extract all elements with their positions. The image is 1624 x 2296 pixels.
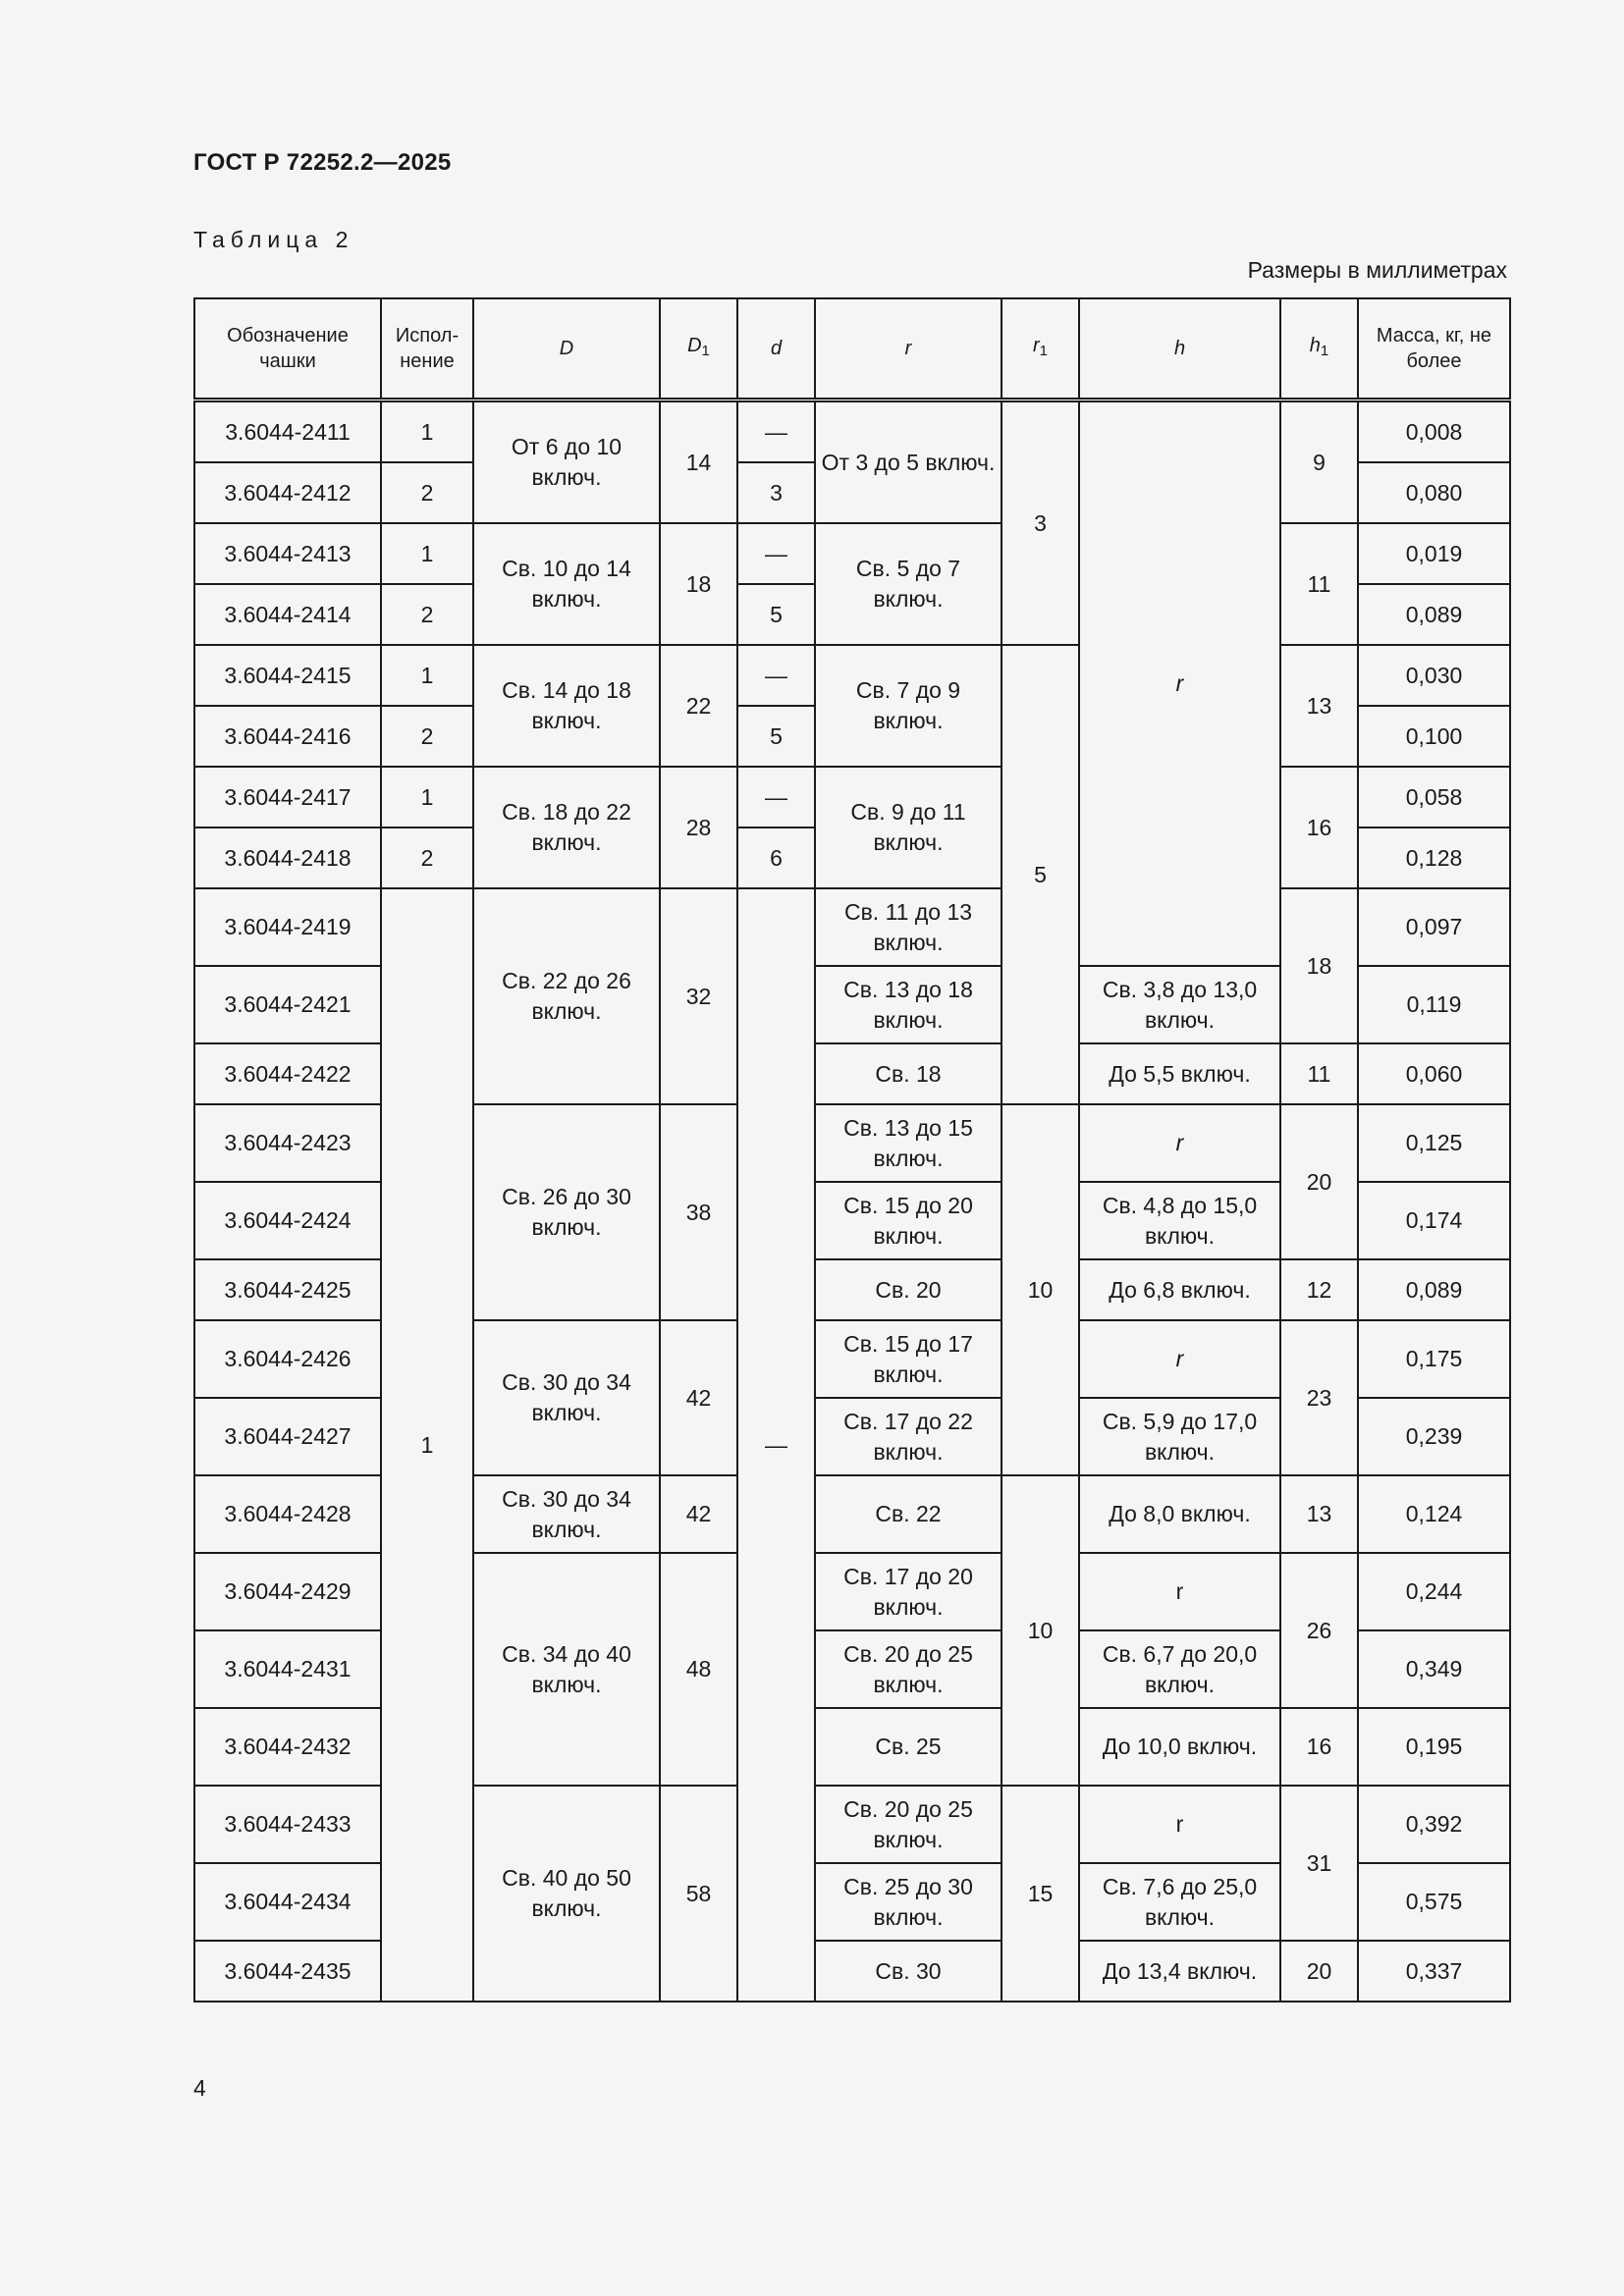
header-D1 xyxy=(660,298,737,400)
h-cell: r xyxy=(1079,400,1280,967)
h1-cell: 12 xyxy=(1280,1259,1358,1320)
mass-cell: 0,124 xyxy=(1358,1475,1510,1553)
h1-cell: 23 xyxy=(1280,1320,1358,1475)
designation-cell: 3.6044-2425 xyxy=(194,1259,381,1320)
mass-cell: 0,174 xyxy=(1358,1182,1510,1259)
r-cell: Св. 7 до 9 включ. xyxy=(815,645,1001,767)
mass-cell: 0,175 xyxy=(1358,1320,1510,1398)
r-cell: Св. 25 xyxy=(815,1708,1001,1786)
document-header: ГОСТ Р 72252.2—2025 xyxy=(193,149,452,176)
designation-cell: 3.6044-2427 xyxy=(194,1398,381,1475)
D-cell: Св. 18 до 22 включ. xyxy=(473,767,660,888)
h-cell: r xyxy=(1079,1786,1280,1863)
designation-cell: 3.6044-2417 xyxy=(194,767,381,828)
h-cell: Св. 6,7 до 20,0 включ. xyxy=(1079,1630,1280,1708)
header-h1-subscript: 1 xyxy=(1320,343,1329,359)
designation-cell: 3.6044-2421 xyxy=(194,966,381,1043)
mass-cell: 0,008 xyxy=(1358,400,1510,463)
h1-cell: 16 xyxy=(1280,767,1358,888)
header-designation: Обозначение чашки xyxy=(194,298,381,400)
mass-cell: 0,575 xyxy=(1358,1863,1510,1941)
designation-cell: 3.6044-2412 xyxy=(194,462,381,523)
header-h1 xyxy=(1280,298,1358,400)
version-cell: 2 xyxy=(381,584,473,645)
r-cell: Св. 17 до 20 включ. xyxy=(815,1553,1001,1630)
D-cell: Св. 40 до 50 включ. xyxy=(473,1786,660,2002)
d-cell: — xyxy=(737,767,815,828)
table-row xyxy=(194,645,1510,706)
header-d: d xyxy=(737,298,815,400)
D-cell: Св. 14 до 18 включ. xyxy=(473,645,660,767)
mass-cell: 0,119 xyxy=(1358,966,1510,1043)
version-cell: 2 xyxy=(381,828,473,888)
D1-cell: 48 xyxy=(660,1553,737,1786)
h-cell: Св. 5,9 до 17,0 включ. xyxy=(1079,1398,1280,1475)
mass-cell: 0,019 xyxy=(1358,523,1510,584)
header-r1-symbol: r xyxy=(1032,335,1040,356)
r-cell: От 3 до 5 включ. xyxy=(815,400,1001,524)
h-cell: r xyxy=(1079,1104,1280,1182)
header-r1 xyxy=(1001,298,1079,400)
h-cell: r xyxy=(1079,1553,1280,1630)
d-cell: 6 xyxy=(737,828,815,888)
version-cell: 1 xyxy=(381,767,473,828)
r-cell: Св. 13 до 15 включ. xyxy=(815,1104,1001,1182)
designation-cell: 3.6044-2428 xyxy=(194,1475,381,1553)
mass-cell: 0,239 xyxy=(1358,1398,1510,1475)
h-cell: До 10,0 включ. xyxy=(1079,1708,1280,1786)
designation-cell: 3.6044-2416 xyxy=(194,706,381,767)
designation-cell: 3.6044-2432 xyxy=(194,1708,381,1786)
r-cell: Св. 18 xyxy=(815,1043,1001,1104)
designation-cell: 3.6044-2434 xyxy=(194,1863,381,1941)
header-r1-subscript: 1 xyxy=(1039,343,1048,359)
table-row xyxy=(194,767,1510,828)
r-cell: Св. 22 xyxy=(815,1475,1001,1553)
version-cell: 2 xyxy=(381,462,473,523)
mass-cell: 0,125 xyxy=(1358,1104,1510,1182)
D-cell: Св. 10 до 14 включ. xyxy=(473,523,660,645)
r-cell: Св. 17 до 22 включ. xyxy=(815,1398,1001,1475)
h1-cell: 11 xyxy=(1280,523,1358,645)
d-cell: — xyxy=(737,645,815,706)
D-cell: Св. 30 до 34 включ. xyxy=(473,1475,660,1553)
h-cell: Св. 4,8 до 15,0 включ. xyxy=(1079,1182,1280,1259)
h1-cell: 20 xyxy=(1280,1941,1358,2002)
r1-cell: 15 xyxy=(1001,1786,1079,2002)
h1-cell: 11 xyxy=(1280,1043,1358,1104)
d-cell: — xyxy=(737,400,815,463)
designation-cell: 3.6044-2433 xyxy=(194,1786,381,1863)
mass-cell: 0,089 xyxy=(1358,584,1510,645)
d-cell: 5 xyxy=(737,584,815,645)
h1-cell: 13 xyxy=(1280,645,1358,767)
r-cell: Св. 11 до 13 включ. xyxy=(815,888,1001,966)
mass-cell: 0,089 xyxy=(1358,1259,1510,1320)
mass-cell: 0,195 xyxy=(1358,1708,1510,1786)
page-number: 4 xyxy=(193,2075,206,2101)
D1-cell: 32 xyxy=(660,888,737,1104)
r-cell: Св. 20 xyxy=(815,1259,1001,1320)
h1-cell: 9 xyxy=(1280,400,1358,524)
r-cell: Св. 25 до 30 включ. xyxy=(815,1863,1001,1941)
version-cell: 2 xyxy=(381,706,473,767)
mass-cell: 0,392 xyxy=(1358,1786,1510,1863)
designation-cell: 3.6044-2418 xyxy=(194,828,381,888)
designation-cell: 3.6044-2426 xyxy=(194,1320,381,1398)
r-cell: Св. 13 до 18 включ. xyxy=(815,966,1001,1043)
d-cell: — xyxy=(737,523,815,584)
header-mass: Масса, кг, не более xyxy=(1358,298,1510,400)
h1-cell: 16 xyxy=(1280,1708,1358,1786)
mass-cell: 0,244 xyxy=(1358,1553,1510,1630)
designation-cell: 3.6044-2424 xyxy=(194,1182,381,1259)
D-cell: Св. 30 до 34 включ. xyxy=(473,1320,660,1475)
header-r: r xyxy=(815,298,1001,400)
h-cell: Св. 3,8 до 13,0 включ. xyxy=(1079,966,1280,1043)
r-cell: Св. 20 до 25 включ. xyxy=(815,1630,1001,1708)
r1-cell: 5 xyxy=(1001,645,1079,1104)
mass-cell: 0,128 xyxy=(1358,828,1510,888)
designation-cell: 3.6044-2429 xyxy=(194,1553,381,1630)
header-D: D xyxy=(473,298,660,400)
d-cell: 3 xyxy=(737,462,815,523)
h-cell: Св. 7,6 до 25,0 включ. xyxy=(1079,1863,1280,1941)
r1-cell: 10 xyxy=(1001,1104,1079,1475)
designation-cell: 3.6044-2431 xyxy=(194,1630,381,1708)
D1-cell: 58 xyxy=(660,1786,737,2002)
table-row xyxy=(194,888,1510,966)
D1-cell: 14 xyxy=(660,400,737,524)
mass-cell: 0,337 xyxy=(1358,1941,1510,2002)
table-caption: Таблица 2 xyxy=(193,227,354,252)
h-cell: До 8,0 включ. xyxy=(1079,1475,1280,1553)
h1-cell: 31 xyxy=(1280,1786,1358,1941)
mass-cell: 0,030 xyxy=(1358,645,1510,706)
h-cell: До 5,5 включ. xyxy=(1079,1043,1280,1104)
h-cell: r xyxy=(1079,1320,1280,1398)
units-note: Размеры в миллиметрах xyxy=(1247,257,1507,283)
header-version: Испол-нение xyxy=(381,298,473,400)
d-cell: — xyxy=(737,888,815,2002)
D-cell: Св. 34 до 40 включ. xyxy=(473,1553,660,1786)
designation-cell: 3.6044-2423 xyxy=(194,1104,381,1182)
header-h1-symbol: h xyxy=(1309,335,1321,356)
D1-cell: 42 xyxy=(660,1475,737,1553)
designation-cell: 3.6044-2414 xyxy=(194,584,381,645)
D-cell: Св. 26 до 30 включ. xyxy=(473,1104,660,1320)
r-cell: Св. 9 до 11 включ. xyxy=(815,767,1001,888)
designation-cell: 3.6044-2413 xyxy=(194,523,381,584)
designation-cell: 3.6044-2411 xyxy=(194,400,381,463)
r1-cell: 10 xyxy=(1001,1475,1079,1786)
r-cell: Св. 15 до 20 включ. xyxy=(815,1182,1001,1259)
header-h: h xyxy=(1079,298,1280,400)
table-row xyxy=(194,523,1510,584)
h-cell: До 6,8 включ. xyxy=(1079,1259,1280,1320)
version-cell: 1 xyxy=(381,888,473,2002)
dimensions-table xyxy=(193,297,1511,2002)
header-row xyxy=(194,298,1510,400)
D1-cell: 22 xyxy=(660,645,737,767)
D-cell: Св. 22 до 26 включ. xyxy=(473,888,660,1104)
header-D1-symbol: D xyxy=(687,335,702,356)
mass-cell: 0,058 xyxy=(1358,767,1510,828)
D1-cell: 38 xyxy=(660,1104,737,1320)
h1-cell: 26 xyxy=(1280,1553,1358,1708)
r-cell: Св. 20 до 25 включ. xyxy=(815,1786,1001,1863)
version-cell: 1 xyxy=(381,400,473,463)
mass-cell: 0,349 xyxy=(1358,1630,1510,1708)
d-cell: 5 xyxy=(737,706,815,767)
version-cell: 1 xyxy=(381,523,473,584)
r-cell: Св. 5 до 7 включ. xyxy=(815,523,1001,645)
r1-cell: 3 xyxy=(1001,400,1079,646)
version-cell: 1 xyxy=(381,645,473,706)
D1-cell: 28 xyxy=(660,767,737,888)
mass-cell: 0,060 xyxy=(1358,1043,1510,1104)
mass-cell: 0,100 xyxy=(1358,706,1510,767)
table-row xyxy=(194,400,1510,463)
h1-cell: 18 xyxy=(1280,888,1358,1043)
header-D1-subscript: 1 xyxy=(701,343,710,359)
mass-cell: 0,080 xyxy=(1358,462,1510,523)
r-cell: Св. 30 xyxy=(815,1941,1001,2002)
h1-cell: 13 xyxy=(1280,1475,1358,1553)
designation-cell: 3.6044-2415 xyxy=(194,645,381,706)
r-cell: Св. 15 до 17 включ. xyxy=(815,1320,1001,1398)
h-cell: До 13,4 включ. xyxy=(1079,1941,1280,2002)
designation-cell: 3.6044-2419 xyxy=(194,888,381,966)
D-cell: От 6 до 10 включ. xyxy=(473,400,660,524)
designation-cell: 3.6044-2435 xyxy=(194,1941,381,2002)
mass-cell: 0,097 xyxy=(1358,888,1510,966)
designation-cell: 3.6044-2422 xyxy=(194,1043,381,1104)
D1-cell: 42 xyxy=(660,1320,737,1475)
h1-cell: 20 xyxy=(1280,1104,1358,1259)
D1-cell: 18 xyxy=(660,523,737,645)
